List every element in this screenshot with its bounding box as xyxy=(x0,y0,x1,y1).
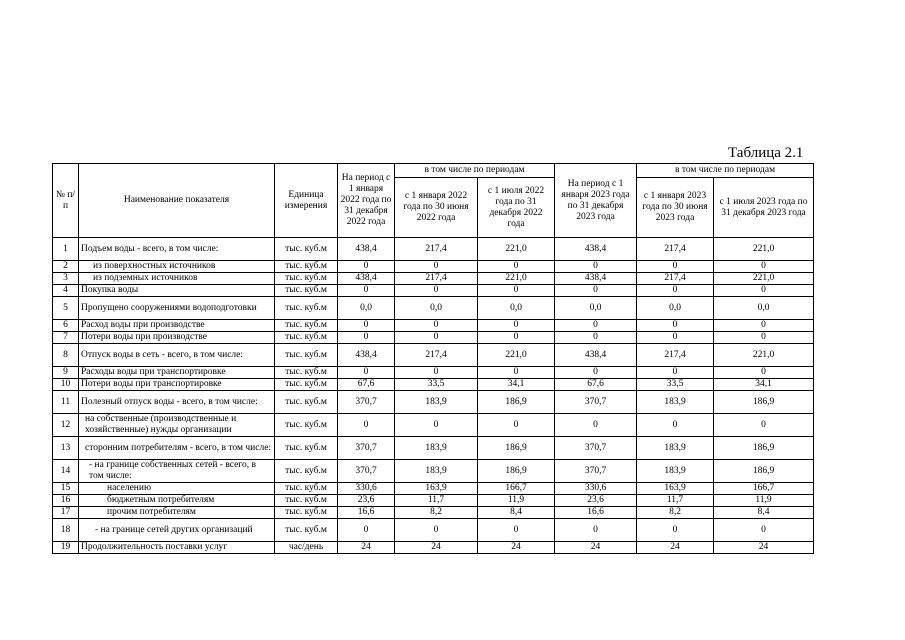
row-value: 186,9 xyxy=(478,460,555,483)
row-number: 9 xyxy=(53,367,79,379)
table-row xyxy=(53,507,814,519)
row-value: 23,6 xyxy=(338,495,395,507)
row-value: 0 xyxy=(555,414,637,437)
table-row xyxy=(53,297,814,320)
row-number: 18 xyxy=(53,519,79,542)
water-balance-table xyxy=(52,163,814,554)
row-value: 16,6 xyxy=(555,507,637,519)
header-num: № п/п xyxy=(53,164,79,238)
table-row xyxy=(53,344,814,367)
row-value: 217,4 xyxy=(637,344,714,367)
row-number: 19 xyxy=(53,542,79,554)
row-value: 0 xyxy=(395,367,478,379)
row-value: 0 xyxy=(714,519,814,542)
row-value: 370,7 xyxy=(555,460,637,483)
row-value: 0 xyxy=(395,285,478,297)
row-value: 0 xyxy=(478,519,555,542)
row-value: 11,9 xyxy=(714,495,814,507)
row-name: из подземных источников xyxy=(79,273,275,285)
row-value: 0 xyxy=(478,367,555,379)
row-value: 186,9 xyxy=(714,391,814,414)
row-value: 11,7 xyxy=(395,495,478,507)
table-row xyxy=(53,495,814,507)
row-unit: тыс. куб.м xyxy=(275,483,338,495)
row-name: из поверхностных источников xyxy=(79,261,275,273)
row-value: 183,9 xyxy=(637,437,714,460)
row-name: на собственные (производственные и хозяйственные) нужды организации xyxy=(79,414,275,437)
row-number: 4 xyxy=(53,285,79,297)
row-value: 166,7 xyxy=(714,483,814,495)
row-value: 11,7 xyxy=(637,495,714,507)
row-value: 0 xyxy=(338,414,395,437)
row-value: 183,9 xyxy=(637,391,714,414)
row-value: 0,0 xyxy=(637,297,714,320)
table-row xyxy=(53,367,814,379)
row-number: 8 xyxy=(53,344,79,367)
row-unit: тыс. куб.м xyxy=(275,285,338,297)
header-h2-2022: с 1 июля 2022 года по 31 декабря 2022 года xyxy=(478,178,555,238)
row-value: 0 xyxy=(478,261,555,273)
table-row xyxy=(53,437,814,460)
table-row xyxy=(53,519,814,542)
row-name: Потери воды при транспортировке xyxy=(79,379,275,391)
table-row xyxy=(53,238,814,261)
row-value: 370,7 xyxy=(338,391,395,414)
row-name: Подъем воды - всего, в том числе: xyxy=(79,238,275,261)
row-value: 217,4 xyxy=(395,238,478,261)
row-value: 67,6 xyxy=(338,379,395,391)
row-value: 0 xyxy=(637,285,714,297)
row-name: населению xyxy=(79,483,275,495)
header-subperiods-2023: в том числе по периодам xyxy=(637,164,814,178)
row-value: 217,4 xyxy=(395,344,478,367)
row-value: 0 xyxy=(555,285,637,297)
row-value: 0,0 xyxy=(395,297,478,320)
row-number: 1 xyxy=(53,238,79,261)
row-unit: тыс. куб.м xyxy=(275,344,338,367)
table-caption: Таблица 2.1 xyxy=(728,145,804,161)
row-value: 24 xyxy=(478,542,555,554)
row-value: 0 xyxy=(395,519,478,542)
row-value: 0 xyxy=(714,414,814,437)
row-value: 0 xyxy=(714,261,814,273)
header-h1-2022: с 1 января 2022 года по 30 июня 2022 года xyxy=(395,178,478,238)
row-unit: тыс. куб.м xyxy=(275,391,338,414)
row-name: Отпуск воды в сеть - всего, в том числе: xyxy=(79,344,275,367)
table-row xyxy=(53,332,814,344)
row-name: прочим потребителям xyxy=(79,507,275,519)
table-row xyxy=(53,379,814,391)
row-unit: тыс. куб.м xyxy=(275,414,338,437)
row-value: 0 xyxy=(714,285,814,297)
row-value: 8,4 xyxy=(714,507,814,519)
row-number: 6 xyxy=(53,320,79,332)
row-name: Расход воды при производстве xyxy=(79,320,275,332)
row-number: 13 xyxy=(53,437,79,460)
row-number: 12 xyxy=(53,414,79,437)
row-name: Покупка воды xyxy=(79,285,275,297)
row-unit: тыс. куб.м xyxy=(275,297,338,320)
row-name: Пропущено сооружениями водоподготовки xyxy=(79,297,275,320)
row-value: 330,6 xyxy=(338,483,395,495)
row-value: 221,0 xyxy=(478,238,555,261)
row-value: 217,4 xyxy=(637,238,714,261)
row-value: 438,4 xyxy=(338,344,395,367)
row-value: 0 xyxy=(478,320,555,332)
row-value: 0 xyxy=(338,332,395,344)
row-value: 0 xyxy=(338,285,395,297)
row-name: сторонним потребителям - всего, в том числе: xyxy=(79,437,275,460)
row-value: 33,5 xyxy=(637,379,714,391)
header-unit: Единица измерения xyxy=(275,164,338,238)
row-value: 33,5 xyxy=(395,379,478,391)
row-value: 0 xyxy=(395,320,478,332)
row-value: 8,2 xyxy=(637,507,714,519)
row-unit: тыс. куб.м xyxy=(275,332,338,344)
row-value: 23,6 xyxy=(555,495,637,507)
row-value: 0 xyxy=(637,519,714,542)
row-value: 0 xyxy=(714,367,814,379)
row-value: 370,7 xyxy=(338,460,395,483)
row-unit: тыс. куб.м xyxy=(275,367,338,379)
row-number: 5 xyxy=(53,297,79,320)
row-name: Расходы воды при транспортировке xyxy=(79,367,275,379)
row-value: 0 xyxy=(637,261,714,273)
table-row xyxy=(53,320,814,332)
row-value: 0,0 xyxy=(338,297,395,320)
row-name: - на границе собственных сетей - всего, в том числе: xyxy=(79,460,275,483)
table-row xyxy=(53,542,814,554)
row-value: 221,0 xyxy=(714,344,814,367)
row-value: 166,7 xyxy=(478,483,555,495)
row-value: 16,6 xyxy=(338,507,395,519)
row-value: 0 xyxy=(338,519,395,542)
row-value: 0 xyxy=(395,332,478,344)
row-name: Потери воды при производстве xyxy=(79,332,275,344)
row-value: 34,1 xyxy=(478,379,555,391)
row-value: 24 xyxy=(714,542,814,554)
row-value: 0 xyxy=(338,261,395,273)
row-value: 0 xyxy=(338,320,395,332)
row-number: 11 xyxy=(53,391,79,414)
row-value: 438,4 xyxy=(338,238,395,261)
row-value: 186,9 xyxy=(714,437,814,460)
row-number: 10 xyxy=(53,379,79,391)
row-value: 163,9 xyxy=(395,483,478,495)
row-value: 24 xyxy=(395,542,478,554)
row-value: 0 xyxy=(555,320,637,332)
row-value: 183,9 xyxy=(395,391,478,414)
row-unit: тыс. куб.м xyxy=(275,320,338,332)
row-number: 17 xyxy=(53,507,79,519)
table-row xyxy=(53,414,814,437)
table-body xyxy=(53,238,814,554)
header-period-2023: На период с 1 января 2023 года по 31 декабря 2023 года xyxy=(555,164,637,238)
row-value: 217,4 xyxy=(637,273,714,285)
row-unit: тыс. куб.м xyxy=(275,495,338,507)
row-value: 186,9 xyxy=(478,391,555,414)
row-value: 217,4 xyxy=(395,273,478,285)
row-value: 24 xyxy=(555,542,637,554)
row-value: 370,7 xyxy=(338,437,395,460)
row-number: 2 xyxy=(53,261,79,273)
header-subperiods-2022: в том числе по периодам xyxy=(395,164,555,178)
row-unit: тыс. куб.м xyxy=(275,379,338,391)
row-value: 0 xyxy=(714,332,814,344)
row-number: 7 xyxy=(53,332,79,344)
row-unit: тыс. куб.м xyxy=(275,507,338,519)
row-value: 438,4 xyxy=(555,273,637,285)
header-h1-2023: с 1 января 2023 года по 30 июня 2023 года xyxy=(637,178,714,238)
row-name: бюджетным потребителям xyxy=(79,495,275,507)
row-value: 0 xyxy=(555,332,637,344)
row-number: 3 xyxy=(53,273,79,285)
header-period-2022: На период с 1 января 2022 года по 31 декабря 2022 года xyxy=(338,164,395,238)
row-value: 370,7 xyxy=(555,391,637,414)
row-value: 0,0 xyxy=(478,297,555,320)
row-value: 438,4 xyxy=(555,238,637,261)
table-row xyxy=(53,391,814,414)
row-value: 0 xyxy=(478,285,555,297)
row-unit: час/день xyxy=(275,542,338,554)
row-value: 34,1 xyxy=(714,379,814,391)
row-name: - на границе сетей других организаций xyxy=(79,519,275,542)
row-value: 330,6 xyxy=(555,483,637,495)
row-unit: тыс. куб.м xyxy=(275,238,338,261)
row-value: 24 xyxy=(637,542,714,554)
row-value: 0 xyxy=(555,367,637,379)
row-number: 16 xyxy=(53,495,79,507)
row-value: 370,7 xyxy=(555,437,637,460)
row-value: 0 xyxy=(714,320,814,332)
row-value: 186,9 xyxy=(478,437,555,460)
row-unit: тыс. куб.м xyxy=(275,437,338,460)
row-value: 183,9 xyxy=(395,460,478,483)
table-row xyxy=(53,460,814,483)
row-value: 0 xyxy=(338,367,395,379)
row-value: 438,4 xyxy=(338,273,395,285)
row-value: 221,0 xyxy=(478,344,555,367)
row-value: 11,9 xyxy=(478,495,555,507)
row-unit: тыс. куб.м xyxy=(275,273,338,285)
row-value: 0 xyxy=(555,519,637,542)
row-value: 0 xyxy=(478,414,555,437)
row-unit: тыс. куб.м xyxy=(275,519,338,542)
row-number: 15 xyxy=(53,483,79,495)
row-value: 0,0 xyxy=(555,297,637,320)
table-row xyxy=(53,483,814,495)
row-name: Продолжительность поставки услуг xyxy=(79,542,275,554)
row-value: 0 xyxy=(637,367,714,379)
row-value: 8,2 xyxy=(395,507,478,519)
row-value: 221,0 xyxy=(714,273,814,285)
row-unit: тыс. куб.м xyxy=(275,261,338,273)
row-value: 0 xyxy=(637,320,714,332)
row-value: 0 xyxy=(637,332,714,344)
row-value: 0 xyxy=(395,261,478,273)
header-name: Наименование показателя xyxy=(79,164,275,238)
row-value: 0 xyxy=(478,332,555,344)
row-value: 24 xyxy=(338,542,395,554)
row-value: 8,4 xyxy=(478,507,555,519)
row-value: 163,9 xyxy=(637,483,714,495)
table-row xyxy=(53,261,814,273)
header-h2-2023: с 1 июля 2023 года по 31 декабря 2023 года xyxy=(714,178,814,238)
row-name: Полезный отпуск воды - всего, в том числе: xyxy=(79,391,275,414)
table-row xyxy=(53,273,814,285)
row-value: 186,9 xyxy=(714,460,814,483)
row-value: 438,4 xyxy=(555,344,637,367)
table-row xyxy=(53,285,814,297)
row-unit: тыс. куб.м xyxy=(275,460,338,483)
row-value: 0 xyxy=(395,414,478,437)
row-value: 183,9 xyxy=(395,437,478,460)
row-value: 0 xyxy=(555,261,637,273)
row-value: 221,0 xyxy=(478,273,555,285)
row-value: 0,0 xyxy=(714,297,814,320)
row-value: 183,9 xyxy=(637,460,714,483)
row-value: 0 xyxy=(637,414,714,437)
row-number: 14 xyxy=(53,460,79,483)
row-value: 67,6 xyxy=(555,379,637,391)
row-value: 221,0 xyxy=(714,238,814,261)
